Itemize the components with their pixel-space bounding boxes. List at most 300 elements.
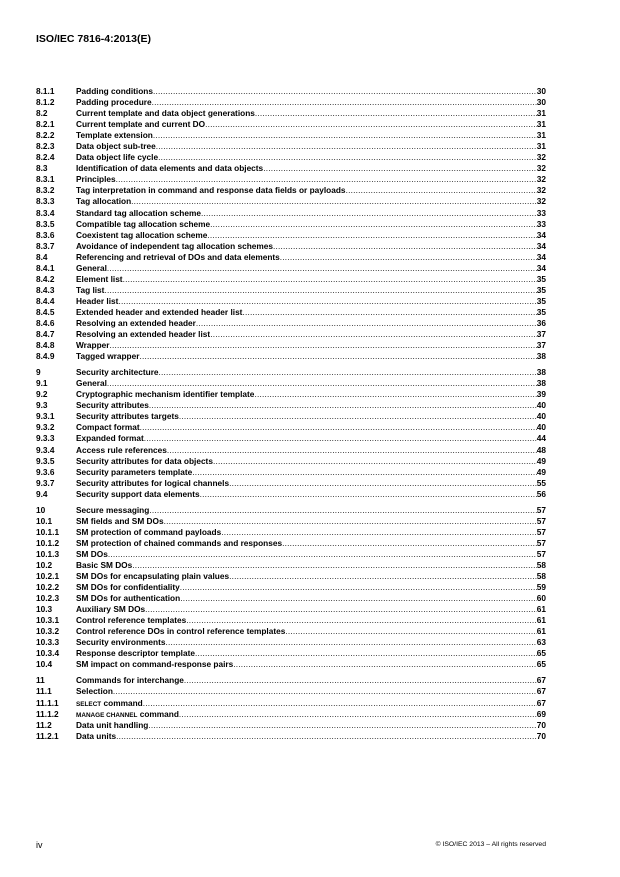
dot-leader: [184, 675, 537, 686]
toc-entry-number: 9.3: [36, 400, 48, 411]
toc-entry-number: 10.4: [36, 659, 53, 670]
toc-entry[interactable]: [36, 709, 546, 720]
dot-leader: [179, 709, 537, 720]
dot-leader: [123, 274, 537, 285]
toc-entry[interactable]: [36, 505, 546, 516]
toc-entry-page: 31: [536, 130, 546, 141]
toc-entry-title: General: [76, 378, 107, 389]
toc-entry-title: Security attributes for logical channels: [76, 477, 230, 488]
toc-entry-title: Identification of data elements and data objects: [76, 163, 264, 174]
dot-leader: [346, 185, 537, 196]
toc-entry-number: 8.3.2: [36, 185, 55, 196]
toc-entry[interactable]: [36, 174, 546, 185]
dot-leader: [153, 86, 537, 97]
toc-entry-title: Extended header and extended header list: [76, 306, 243, 317]
toc-entry-number: 10.3.2: [36, 626, 60, 637]
toc-entry-number: 10.2.2: [36, 582, 60, 593]
copyright-notice: © ISO/IEC 2013 – All rights reserved: [435, 841, 546, 848]
toc-entry-number: 9.1: [36, 378, 48, 389]
toc-entry-title: Resolving an extended header list: [76, 329, 211, 340]
toc-entry-title: Coexistent tag allocation scheme: [76, 229, 208, 240]
dot-leader: [180, 582, 537, 593]
toc-entry-page: 70: [536, 719, 546, 730]
toc-entry[interactable]: [36, 196, 546, 207]
toc-entry-page: 35: [536, 284, 546, 295]
toc-entry-number: 8.3.6: [36, 229, 55, 240]
toc-entry[interactable]: [36, 185, 546, 196]
toc-entry-title: Control reference DOs in control reference templates: [76, 626, 286, 637]
toc-entry-title: Principles: [76, 174, 116, 185]
toc-entry-title: Selection: [76, 686, 113, 697]
toc-entry-number: 8.3.7: [36, 240, 55, 251]
toc-entry[interactable]: [36, 411, 546, 422]
dot-leader: [192, 467, 537, 478]
toc-entry-number: 9.3.3: [36, 433, 55, 444]
toc-entry-page: 35: [536, 295, 546, 306]
toc-entry-number: 11.1: [36, 686, 52, 697]
toc-entry-page: 34: [536, 251, 546, 262]
toc-section: [36, 675, 546, 741]
toc-entry-page: 49: [536, 466, 546, 477]
dot-leader: [153, 130, 537, 141]
toc-entry-page: 67: [536, 697, 546, 708]
running-header: ISO/IEC 7816-4:2013(E): [36, 33, 151, 45]
table-of-contents: [36, 86, 546, 747]
toc-entry-title: Data units: [76, 730, 117, 741]
toc-entry[interactable]: [36, 141, 546, 152]
toc-entry-page: 32: [536, 185, 546, 196]
toc-entry-number: 8.4.9: [36, 351, 55, 362]
toc-entry[interactable]: [36, 675, 546, 686]
toc-entry-number: 8.3.1: [36, 174, 55, 185]
toc-entry[interactable]: [36, 208, 546, 219]
toc-entry-title: Avoidance of independent tag allocation schemes: [76, 240, 274, 251]
dot-leader: [201, 208, 537, 219]
toc-entry[interactable]: [36, 698, 546, 709]
toc-entry-title: Header list: [76, 295, 119, 306]
toc-entry-page: 34: [536, 240, 546, 251]
dot-leader: [210, 219, 537, 230]
toc-entry[interactable]: [36, 731, 546, 742]
dot-leader: [140, 422, 537, 433]
toc-entry-number: 8.1.2: [36, 97, 55, 108]
toc-entry[interactable]: [36, 549, 546, 560]
toc-entry-page: 39: [536, 389, 546, 400]
dot-leader: [179, 411, 537, 422]
toc-entry[interactable]: [36, 445, 546, 456]
dot-leader: [273, 241, 537, 252]
dot-leader: [210, 329, 537, 340]
toc-entry-title: Compatible tag allocation scheme: [76, 218, 211, 229]
toc-entry[interactable]: [36, 456, 546, 467]
dot-leader: [143, 698, 537, 709]
toc-section: [36, 367, 546, 500]
dot-leader: [180, 593, 537, 604]
toc-entry-number: 8.4: [36, 251, 48, 262]
toc-entry-number: 10.3: [36, 604, 53, 615]
toc-entry-page: 37: [536, 329, 546, 340]
toc-entry-title: Data unit handling: [76, 719, 149, 730]
toc-entry-page: 60: [536, 593, 546, 604]
toc-entry-title: Data object life cycle: [76, 152, 159, 163]
toc-entry-number: 8.3.5: [36, 218, 55, 229]
toc-entry-page: 31: [536, 119, 546, 130]
toc-entry-title: Resolving an extended header: [76, 317, 196, 328]
toc-entry-title: Data object sub-tree: [76, 141, 156, 152]
toc-entry-number: 11.1.1: [36, 697, 59, 708]
toc-entry-page: 48: [536, 444, 546, 455]
toc-entry-page: 57: [536, 526, 546, 537]
toc-entry-title: Security environments: [76, 637, 166, 648]
dot-leader: [233, 659, 537, 670]
toc-entry-title: General: [76, 262, 107, 273]
toc-section: [36, 505, 546, 671]
toc-entry[interactable]: [36, 296, 546, 307]
toc-entry-page: 57: [536, 548, 546, 559]
dot-leader: [221, 527, 537, 538]
toc-entry-title: SM DOs for confidentiality: [76, 582, 180, 593]
dot-leader: [107, 263, 537, 274]
toc-entry-page: 55: [536, 477, 546, 488]
toc-entry-number: 11.1.2: [36, 708, 59, 719]
toc-entry-title: Tagged wrapper: [76, 351, 140, 362]
toc-entry-number: 9.3.4: [36, 444, 55, 455]
toc-entry-title: Template extension: [76, 130, 153, 141]
dot-leader: [205, 119, 537, 130]
toc-entry[interactable]: [36, 329, 546, 340]
dot-leader: [145, 604, 537, 615]
dot-leader: [186, 615, 537, 626]
toc-entry[interactable]: [36, 367, 546, 378]
toc-entry[interactable]: [36, 467, 546, 478]
toc-entry-title: Tag list: [76, 284, 105, 295]
toc-entry[interactable]: [36, 307, 546, 318]
dot-leader: [280, 252, 537, 263]
toc-entry-number: 8.2: [36, 108, 48, 119]
toc-entry-number: 10.1.3: [36, 548, 60, 559]
toc-entry[interactable]: [36, 219, 546, 230]
dot-leader: [131, 196, 537, 207]
toc-entry-number: 10.2.1: [36, 571, 60, 582]
toc-entry-page: 35: [536, 273, 546, 284]
toc-entry[interactable]: [36, 516, 546, 527]
toc-entry-number: 11.2.1: [36, 730, 59, 741]
toc-entry-title-text: command: [137, 708, 179, 719]
toc-entry-page: 32: [536, 163, 546, 174]
toc-entry-title-text: command: [101, 697, 143, 708]
toc-entry-number: 8.2.1: [36, 119, 55, 130]
dot-leader: [144, 433, 537, 444]
toc-entry-title: Element list: [76, 273, 123, 284]
toc-entry[interactable]: [36, 637, 546, 648]
toc-entry-page: 38: [536, 367, 546, 378]
toc-entry-title: Current template and data object generations: [76, 108, 255, 119]
toc-entry[interactable]: [36, 659, 546, 670]
toc-entry-page: 59: [536, 582, 546, 593]
dot-leader: [285, 626, 536, 637]
toc-entry-title: SM DOs for encapsulating plain values: [76, 571, 230, 582]
dot-leader: [108, 549, 537, 560]
toc-entry[interactable]: [36, 86, 546, 97]
dot-leader: [255, 108, 537, 119]
toc-entry-page: 65: [536, 659, 546, 670]
dot-leader: [110, 340, 537, 351]
toc-entry[interactable]: [36, 538, 546, 549]
dot-leader: [156, 141, 537, 152]
toc-entry-number: 9.3.6: [36, 466, 55, 477]
toc-entry[interactable]: [36, 318, 546, 329]
toc-entry-number: 8.4.7: [36, 329, 55, 340]
toc-entry-title: Cryptographic mechanism identifier template: [76, 389, 255, 400]
toc-entry-page: 65: [536, 648, 546, 659]
toc-entry-page: 69: [536, 708, 546, 719]
toc-entry-number: 8.4.6: [36, 317, 55, 328]
dot-leader: [164, 516, 537, 527]
toc-entry-page: 58: [536, 559, 546, 570]
toc-entry-title: Basic SM DOs: [76, 559, 133, 570]
toc-entry-page: 38: [536, 351, 546, 362]
toc-entry-title: Security parameters template: [76, 466, 193, 477]
toc-entry-title: Compact format: [76, 422, 140, 433]
toc-entry-page: 40: [536, 400, 546, 411]
dot-leader: [242, 307, 536, 318]
toc-entry-page: 37: [536, 340, 546, 351]
toc-entry-page: 61: [536, 615, 546, 626]
toc-entry-number: 8.2.4: [36, 152, 55, 163]
toc-entry[interactable]: [36, 400, 546, 411]
toc-entry-title: Access rule references: [76, 444, 167, 455]
toc-entry-page: 32: [536, 196, 546, 207]
toc-entry-page: 58: [536, 571, 546, 582]
dot-leader: [196, 318, 537, 329]
toc-entry-title: Tag interpretation in command and response data fields or payloads: [76, 185, 346, 196]
toc-entry-command-name: MANAGE CHANNEL: [76, 711, 138, 719]
toc-entry-number: 8.3: [36, 163, 48, 174]
toc-entry-title: SM DOs for authentication: [76, 593, 181, 604]
toc-entry-title: Expanded format: [76, 433, 144, 444]
toc-entry-page: 31: [536, 141, 546, 152]
dot-leader: [116, 174, 537, 185]
toc-entry-page: 32: [536, 152, 546, 163]
toc-entry-title: Secure messaging: [76, 504, 150, 515]
toc-entry[interactable]: [36, 422, 546, 433]
toc-entry-number: 8.2.3: [36, 141, 55, 152]
toc-entry-page: 57: [536, 504, 546, 515]
toc-entry-number: 10.1: [36, 515, 53, 526]
toc-entry[interactable]: [36, 230, 546, 241]
toc-entry[interactable]: [36, 351, 546, 362]
toc-entry-page: 30: [536, 97, 546, 108]
dot-leader: [207, 230, 536, 241]
toc-entry-page: 70: [536, 730, 546, 741]
toc-entry-title: Security attributes: [76, 400, 149, 411]
toc-entry-title: SM protection of chained commands and responses: [76, 537, 283, 548]
toc-entry-number: 8.3.3: [36, 196, 55, 207]
page-number: iv: [36, 840, 43, 850]
toc-entry-number: 8.4.8: [36, 340, 55, 351]
toc-entry-page: 34: [536, 229, 546, 240]
toc-entry-number: 10.3.3: [36, 637, 60, 648]
toc-entry[interactable]: [36, 478, 546, 489]
dot-leader: [229, 478, 537, 489]
dot-leader: [149, 400, 537, 411]
toc-entry[interactable]: [36, 252, 546, 263]
toc-entry-title: Standard tag allocation scheme: [76, 207, 201, 218]
toc-entry[interactable]: [36, 720, 546, 731]
toc-entry-title: Current template and current DO: [76, 119, 206, 130]
toc-entry-number: 8.4.4: [36, 295, 55, 306]
toc-entry[interactable]: [36, 119, 546, 130]
toc-entry-page: 33: [536, 218, 546, 229]
toc-entry-page: 57: [536, 515, 546, 526]
toc-entry-number: 10: [36, 504, 46, 515]
toc-entry-title: Tag allocation: [76, 196, 132, 207]
toc-entry-page: 67: [536, 675, 546, 686]
toc-entry-title: Auxiliary SM DOs: [76, 604, 146, 615]
dot-leader: [229, 571, 537, 582]
toc-entry[interactable]: [36, 527, 546, 538]
toc-entry-number: 8.4.3: [36, 284, 55, 295]
toc-entry-page: 49: [536, 455, 546, 466]
toc-entry-page: 56: [536, 488, 546, 499]
toc-entry-title: SM fields and SM DOs: [76, 515, 164, 526]
toc-entry-title: Security support data elements: [76, 488, 200, 499]
toc-entry-number: 8.3.4: [36, 207, 55, 218]
toc-entry-number: 9.4: [36, 488, 48, 499]
toc-entry-title: SM protection of command payloads: [76, 526, 222, 537]
toc-entry[interactable]: [36, 489, 546, 500]
toc-entry[interactable]: [36, 389, 546, 400]
toc-section: [36, 86, 546, 362]
dot-leader: [195, 648, 537, 659]
toc-entry-page: 34: [536, 262, 546, 273]
toc-entry[interactable]: [36, 163, 546, 174]
toc-entry-number: 10.3.1: [36, 615, 60, 626]
toc-entry[interactable]: [36, 615, 546, 626]
toc-entry-number: 9.3.2: [36, 422, 55, 433]
dot-leader: [116, 731, 537, 742]
dot-leader: [152, 97, 537, 108]
toc-entry-page: 40: [536, 422, 546, 433]
toc-entry-page: 36: [536, 317, 546, 328]
toc-entry-number: 9.3.1: [36, 411, 55, 422]
dot-leader: [165, 637, 536, 648]
dot-leader: [132, 560, 537, 571]
toc-entry-number: 10.3.4: [36, 648, 60, 659]
toc-entry-number: 11.2: [36, 719, 52, 730]
toc-entry[interactable]: [36, 241, 546, 252]
toc-entry-command-name: SELECT: [76, 700, 102, 708]
toc-entry-number: 8.4.5: [36, 306, 55, 317]
dot-leader: [113, 686, 537, 697]
toc-entry-number: 9.3.5: [36, 455, 55, 466]
toc-entry-page: 33: [536, 207, 546, 218]
toc-entry-title: Control reference templates: [76, 615, 187, 626]
toc-entry-page: 63: [536, 637, 546, 648]
toc-entry-page: 67: [536, 686, 546, 697]
dot-leader: [159, 367, 537, 378]
toc-entry-number: 10.2: [36, 559, 53, 570]
toc-entry-page: 35: [536, 306, 546, 317]
toc-entry[interactable]: [36, 108, 546, 119]
toc-entry-page: 44: [536, 433, 546, 444]
toc-entry-number: 8.4.2: [36, 273, 55, 284]
toc-entry[interactable]: [36, 582, 546, 593]
toc-entry-number: 11: [36, 675, 45, 686]
toc-entry-title: Security attributes targets: [76, 411, 179, 422]
toc-entry[interactable]: [36, 285, 546, 296]
toc-entry[interactable]: [36, 340, 546, 351]
toc-entry[interactable]: [36, 604, 546, 615]
toc-entry-number: 8.4.1: [36, 262, 55, 273]
toc-entry-page: 32: [536, 174, 546, 185]
toc-entry-title: SM DOs: [76, 548, 108, 559]
toc-entry-title: Referencing and retrieval of DOs and data elements: [76, 251, 280, 262]
toc-entry-page: 30: [536, 86, 546, 96]
toc-entry[interactable]: [36, 560, 546, 571]
toc-entry-page: 57: [536, 537, 546, 548]
dot-leader: [149, 505, 536, 516]
dot-leader: [107, 378, 537, 389]
toc-entry-page: 38: [536, 378, 546, 389]
dot-leader: [213, 456, 537, 467]
dot-leader: [254, 389, 536, 400]
toc-entry-title: Wrapper: [76, 340, 110, 351]
dot-leader: [200, 489, 537, 500]
toc-entry[interactable]: [36, 571, 546, 582]
toc-entry-page: 61: [536, 626, 546, 637]
toc-entry-number: 9.3.7: [36, 477, 55, 488]
toc-entry-title: Padding conditions: [76, 86, 153, 96]
toc-entry-number: 9: [36, 367, 41, 378]
dot-leader: [139, 351, 536, 362]
toc-entry-number: 8.2.2: [36, 130, 55, 141]
toc-entry[interactable]: [36, 97, 546, 108]
toc-entry-page: 61: [536, 604, 546, 615]
toc-entry-title: Commands for interchange: [76, 675, 184, 686]
toc-entry-number: 8.1.1: [36, 86, 55, 96]
dot-leader: [118, 296, 536, 307]
dot-leader: [148, 720, 536, 731]
toc-entry[interactable]: [36, 686, 546, 697]
toc-entry[interactable]: [36, 263, 546, 274]
toc-entry[interactable]: [36, 130, 546, 141]
toc-entry-number: 10.2.3: [36, 593, 60, 604]
toc-entry[interactable]: [36, 648, 546, 659]
toc-entry-number: 9.2: [36, 389, 48, 400]
dot-leader: [282, 538, 537, 549]
toc-entry-title: Security attributes for data objects: [76, 455, 213, 466]
toc-entry[interactable]: [36, 274, 546, 285]
dot-leader: [104, 285, 536, 296]
toc-entry-number: 10.1.1: [36, 526, 60, 537]
dot-leader: [158, 152, 537, 163]
toc-entry[interactable]: [36, 593, 546, 604]
toc-entry-number: 10.1.2: [36, 537, 60, 548]
toc-entry[interactable]: [36, 433, 546, 444]
toc-entry-title: Padding procedure: [76, 97, 152, 108]
toc-entry[interactable]: [36, 626, 546, 637]
toc-entry[interactable]: [36, 152, 546, 163]
toc-entry-title: SM impact on command-response pairs: [76, 659, 234, 670]
toc-entry-page: 31: [536, 108, 546, 119]
toc-entry-title: Response descriptor template: [76, 648, 195, 659]
toc-entry-title: Security architecture: [76, 367, 159, 378]
dot-leader: [263, 163, 537, 174]
dot-leader: [167, 445, 537, 456]
toc-entry[interactable]: [36, 378, 546, 389]
toc-entry-page: 40: [536, 411, 546, 422]
